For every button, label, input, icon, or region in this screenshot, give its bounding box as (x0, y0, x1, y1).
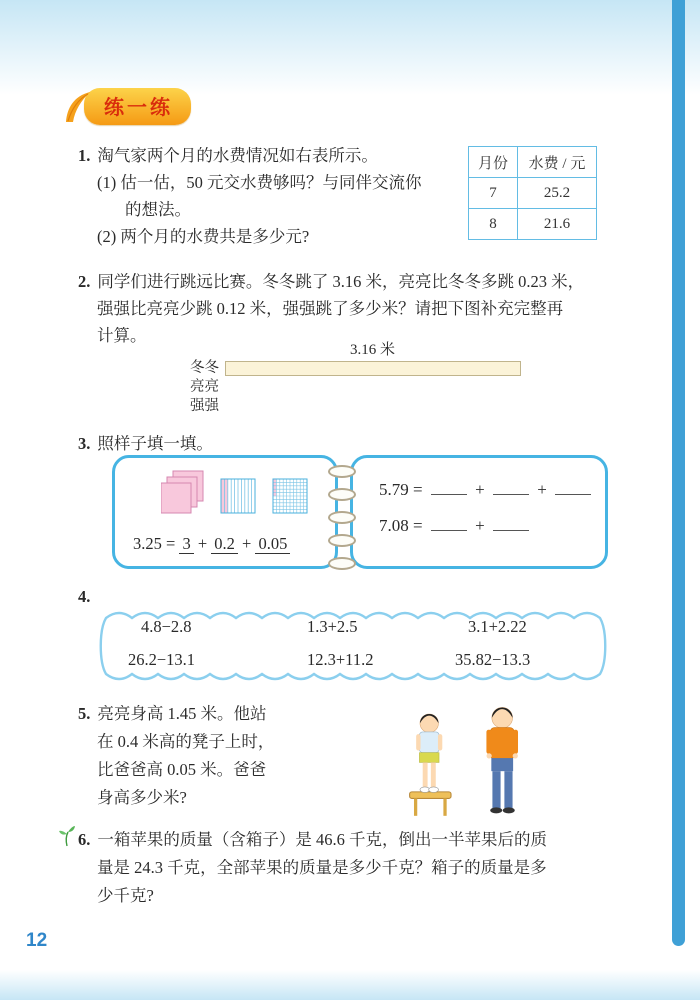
problem-2-text: 同学们进行跳远比赛。冬冬跳了 3.16 米，亮亮比冬冬多跳 0.23 米， (97, 272, 585, 291)
eq-equals: = (413, 480, 423, 499)
eq-plus: + (475, 480, 485, 499)
problem-3-title (78, 430, 213, 457)
problem-1 (78, 142, 422, 250)
eq-term3: 0.05 (255, 534, 290, 554)
eq-term2: 0.2 (211, 534, 238, 554)
page-number: 12 (26, 930, 48, 951)
answer-blank (431, 516, 467, 531)
spiral-binding (328, 465, 356, 559)
problem-6-number: 6. (78, 830, 91, 849)
problem-2 (78, 268, 584, 349)
problem-1-number: 1. (78, 146, 91, 165)
eq-term1: 3 (179, 534, 193, 554)
eq-plus: + (197, 534, 208, 553)
expression: 26.2−13.1 (128, 650, 196, 669)
eq-equals: = (166, 534, 176, 553)
table-row (469, 178, 597, 209)
notebook-panel (112, 455, 604, 569)
problem-6-line1 (78, 826, 547, 854)
problem-6 (78, 826, 547, 910)
eq-equals: = (413, 516, 423, 535)
jump-distance-diagram (185, 338, 530, 418)
water-fee-table (468, 146, 597, 240)
top-gradient (0, 0, 700, 95)
problem-5 (78, 700, 274, 812)
example-box (112, 455, 338, 569)
name-liangliang: 亮亮 (190, 379, 219, 395)
problem-2-line1 (78, 268, 584, 295)
table-header-fee: 水费 / 元 (518, 147, 597, 178)
problem-5-line2: 在 0.4 米高的凳子上时， (97, 732, 275, 751)
table-cell-month: 7 (469, 178, 518, 209)
sprout-icon (58, 824, 76, 848)
problem-2-line3: 计算。 (97, 326, 147, 345)
problem-6-line2: 量是 24.3 千克，全部苹果的质量是多少千克？箱子的质量是多 (97, 858, 547, 877)
problem-6-text: 一箱苹果的质量（含箱子）是 46.6 千克，倒出一半苹果后的质 (97, 830, 547, 849)
expression: 35.82−13.3 (455, 650, 531, 669)
eq-lhs: 7.08 (379, 516, 409, 535)
binder-ring (328, 488, 356, 501)
problem-6-line3: 少千克? (97, 886, 154, 905)
practice-badge: 练一练 (84, 88, 191, 125)
binder-ring (328, 534, 356, 547)
answer-blank (493, 480, 529, 495)
problem-2-number: 2. (78, 272, 91, 291)
binder-ring (328, 511, 356, 524)
problem-1-text: 淘气家两个月的水费情况如右表所示。 (97, 146, 378, 165)
expression: 4.8−2.8 (141, 617, 192, 636)
distance-bar (225, 361, 521, 376)
eq-lhs: 3.25 (133, 534, 162, 553)
bar-length-label: 3.16 米 (349, 342, 395, 358)
expression: 3.1+2.22 (468, 617, 527, 636)
binder-ring (328, 557, 356, 570)
leaf-icon (62, 90, 92, 124)
exercise-cloud-box (92, 600, 630, 692)
fill-equation-2 (379, 516, 533, 536)
problem-5-line3: 比爸爸高 0.05 米。爸爸 (97, 760, 267, 779)
name-qiangqiang: 强强 (190, 398, 219, 414)
table-cell-fee: 21.6 (518, 209, 597, 240)
fill-equation-1 (379, 480, 595, 500)
table-row (469, 209, 597, 240)
expression: 12.3+11.2 (307, 650, 374, 669)
table-cell-month: 8 (469, 209, 518, 240)
answer-blank (431, 480, 467, 495)
problem-5-text: 亮亮身高 1.45 米。他站 (97, 704, 267, 723)
answer-blank (555, 480, 591, 495)
problem-5-line1 (78, 700, 274, 728)
example-equation (133, 534, 290, 554)
problem-1-sub1: (1) 估一估，50 元交水费够吗？与同伴交流你 (97, 173, 422, 192)
table-header-month: 月份 (469, 147, 518, 178)
boy-and-father-illustration (396, 696, 530, 818)
problem-1-intro (78, 142, 422, 169)
eq-lhs: 5.79 (379, 480, 409, 499)
bar-name-labels (190, 359, 219, 416)
problem-1-sub1-cont: 的想法。 (125, 200, 191, 219)
expression: 1.3+2.5 (307, 617, 358, 636)
problem-3-text: 照样子填一填。 (97, 434, 213, 453)
eq-plus: + (475, 516, 485, 535)
binder-ring (328, 465, 356, 478)
bottom-gradient (0, 970, 700, 1000)
table-header-row (469, 147, 597, 178)
problem-3-number: 3. (78, 434, 91, 453)
problem-4-num-text: 4. (78, 587, 91, 606)
eq-plus: + (537, 480, 547, 499)
eq-plus: + (242, 534, 252, 553)
answer-blank (493, 516, 529, 531)
practice-header (62, 88, 191, 125)
name-dongdong: 冬冬 (190, 360, 219, 376)
page-edge-bar (672, 0, 685, 946)
table-cell-fee: 25.2 (518, 178, 597, 209)
problem-5-line4: 身高多少米? (97, 788, 187, 807)
place-value-blocks (161, 469, 313, 523)
problem-2-line2: 强强比亮亮少跳 0.12 米，强强跳了多少米？请把下图补充完整再 (97, 299, 564, 318)
problem-5-number: 5. (78, 704, 91, 723)
problem-1-sub2: (2) 两个月的水费共是多少元? (97, 227, 310, 246)
fill-in-box (350, 455, 608, 569)
